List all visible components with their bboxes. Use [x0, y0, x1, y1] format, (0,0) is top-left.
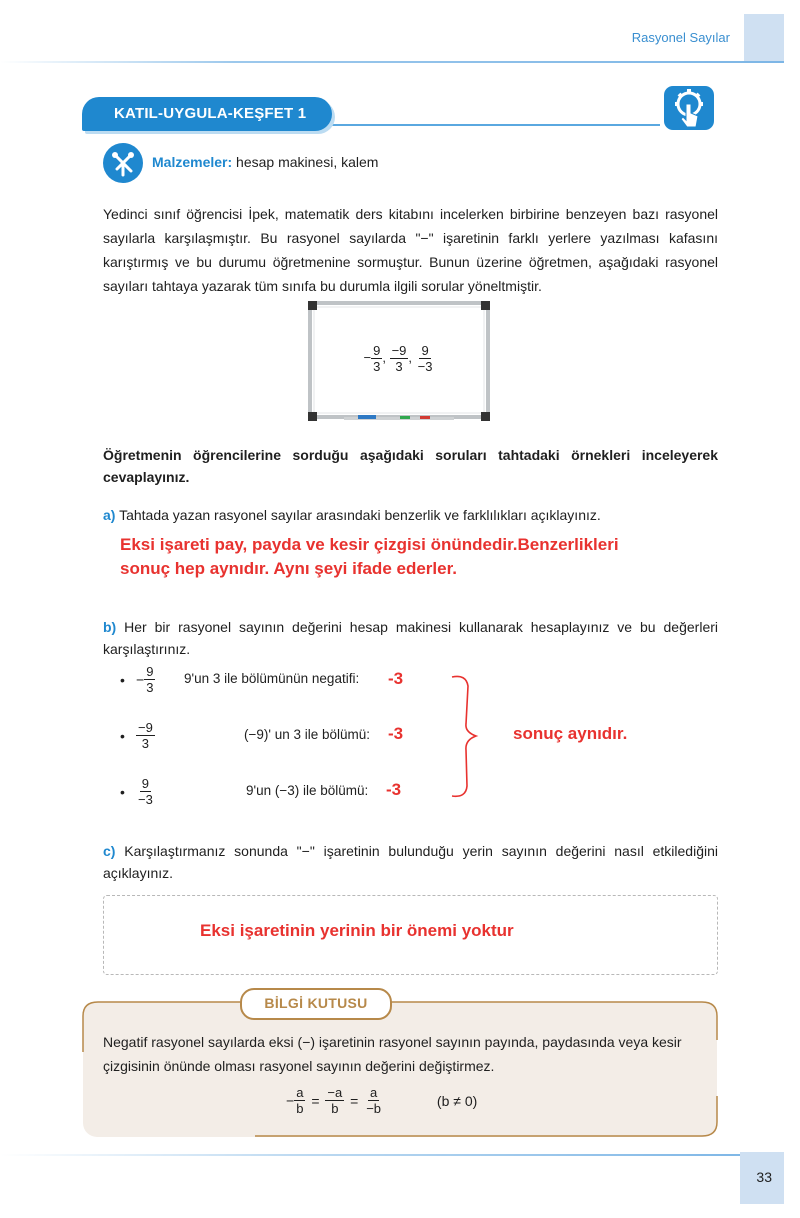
- info-title: [240, 988, 392, 1020]
- wb-fraction-1: $\frac{9}{3}$: [373, 343, 381, 374]
- bullet: •: [120, 784, 125, 800]
- row-1-fraction: $\frac{9}{3}$: [146, 664, 154, 695]
- question-c-text: Karşılaştırmanız sonunda "−" işaretinin bulunduğu yerin sayının değerini nasıl etkilediğini açıklayınız.: [103, 843, 718, 881]
- wb-fraction-2: $\frac{-9}{3}$: [391, 343, 407, 374]
- question-b-text: Her bir rasyonel sayının değerini hesap makinesi kullanarak hesaplayınız ve bu değerleri karşılaştırınız.: [103, 619, 718, 657]
- row-1-desc: 9'un 3 ile bölümünün negatifi:: [184, 671, 360, 686]
- header-divider: [0, 61, 784, 63]
- row-1: [120, 664, 420, 696]
- instruction: Öğretmenin öğrencilerine sorduğu aşağıdaki soruları tahtadaki örnekleri inceleyerek cevaplayınız.: [103, 447, 718, 485]
- wb-sep: ,: [382, 349, 386, 365]
- row-3-desc: 9'un (−3) ile bölümü:: [246, 783, 369, 798]
- row-3: [120, 776, 420, 808]
- question-b: [103, 616, 718, 660]
- question-c: [103, 840, 718, 884]
- whiteboard: [308, 301, 490, 421]
- answer-a-line2: sonuç hep aynıdır. Aynı şeyi ifade ederler.: [120, 559, 457, 578]
- gear-hand-icon: [664, 86, 714, 130]
- row-2-answer: -3: [388, 724, 404, 743]
- header-title: Rasyonel Sayılar: [631, 30, 730, 45]
- question-a-label: a): [103, 507, 116, 523]
- wb-minus: −: [363, 349, 372, 365]
- info-text: Negatif rasyonel sayılarda eksi (−) işaretinin rasyonel sayının payında, paydasında veya kesir çizgisinin önünde olması rasyonel sayının değerini değiştirmez.: [103, 1034, 682, 1074]
- section-title: KATIL-UYGULA-KEŞFET 1: [114, 105, 307, 122]
- row-1-minus: −: [136, 671, 145, 688]
- row-3-answer: -3: [386, 780, 402, 799]
- question-a: [103, 504, 718, 526]
- row-2-fraction: $\frac{-9}{3}$: [138, 720, 153, 751]
- question-a-text: Tahtada yazan rasyonel sayılar arasındaki benzerlik ve farklılıkları açıklayınız.: [119, 507, 601, 523]
- formula-fraction-2: $\frac{-a}{b}$: [327, 1085, 343, 1116]
- intro-paragraph: Yedinci sınıf öğrencisi İpek, matematik ders kitabını incelerken birbirine benzeyen bazı rasyonel sayılarla karşılaşmıştır. Bu rasyonel sayılarda "−" işaretinin farklı yerlere yazılması kafasını karıştırmış ve bu durumu öğretmenine sormuştur. Bunun üzerine öğretmen, aşağıdaki rasyonel sayıları tahtaya yazarak tüm sınıfa bu durumla ilgili sorular yöneltmiştir.: [103, 206, 718, 294]
- row-3-fraction: $\frac{9}{-3}$: [138, 776, 153, 807]
- formula-fraction-1: $\frac{a}{b}$: [296, 1085, 304, 1116]
- brace-note: sonuç aynıdır.: [513, 724, 628, 743]
- page-number: 33: [756, 1169, 772, 1185]
- materials-label: Malzemeler:: [152, 154, 233, 170]
- bullet: •: [120, 728, 125, 744]
- answer-a-line1: Eksi işareti pay, payda ve kesir çizgisi önündedir.Benzerlikleri: [120, 535, 619, 554]
- formula-fraction-3: $\frac{a}{-b}$: [366, 1085, 382, 1116]
- row-2: [120, 720, 420, 752]
- wb-fraction-3: $\frac{9}{-3}$: [417, 343, 433, 374]
- materials-text: hesap makinesi, kalem: [236, 154, 379, 170]
- bullet: •: [120, 672, 125, 688]
- formula-condition: (b ≠ 0): [436, 1092, 478, 1109]
- row-2-desc: (−9)' un 3 ile bölümü:: [244, 727, 371, 742]
- info-title-text: BİLGİ KUTUSU: [264, 995, 368, 1011]
- question-c-label: c): [103, 843, 116, 859]
- materials: [152, 154, 378, 170]
- wb-sep: ,: [408, 349, 413, 365]
- banner-underline: [330, 124, 660, 126]
- answer-c: Eksi işaretinin yerinin bir önemi yoktur: [200, 921, 514, 940]
- header-tab: [744, 14, 784, 62]
- brace-icon: [448, 672, 488, 802]
- footer-divider: [0, 1154, 756, 1156]
- question-b-label: b): [103, 619, 117, 635]
- tools-icon: [103, 143, 143, 183]
- info-formula: − $\frac{a}{b}$ = $\frac{-a}{b}$ = $\frac{a}{-b}$ (b ≠ 0): [286, 1085, 478, 1116]
- whiteboard-expressions: [308, 343, 490, 374]
- row-1-answer: -3: [388, 669, 404, 688]
- section-banner: [82, 97, 332, 131]
